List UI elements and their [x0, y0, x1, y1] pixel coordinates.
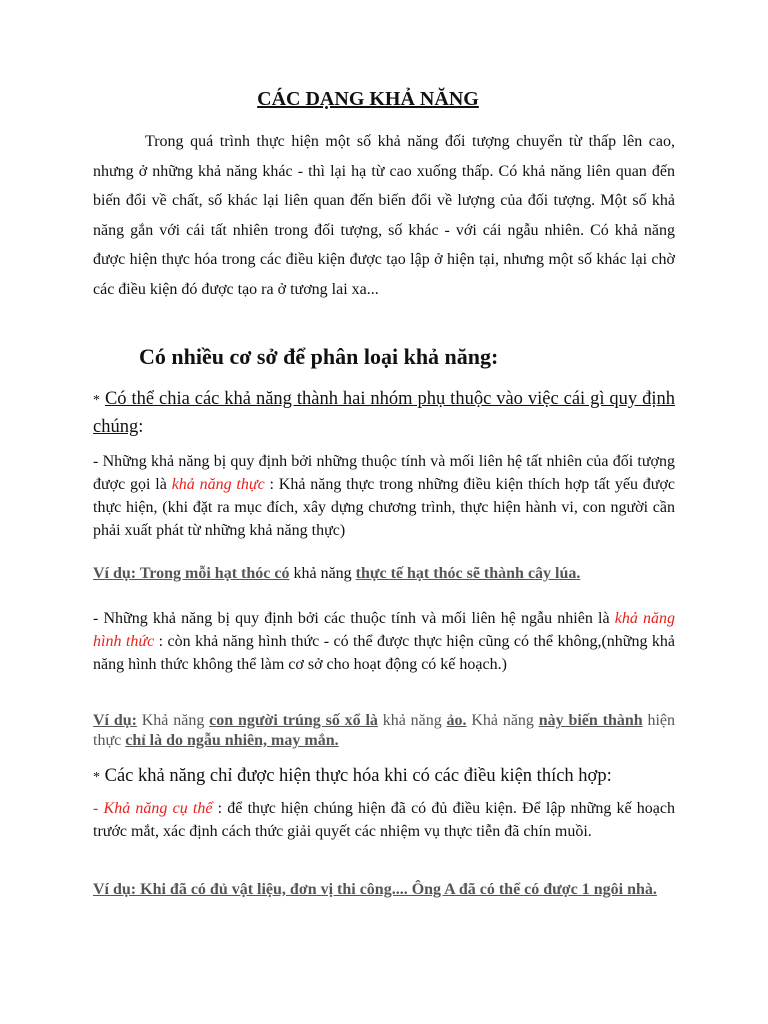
- intro-paragraph: Trong quá trình thực hiện một số khả năng đối tượng chuyển từ thấp lên cao, nhưng ở những khả năng khác - thì lại hạ từ cao xuống thấp. Có khả năng liên quan đến biến đổi về chất, số khác lại liên quan đến biến đổi về lượng của đối tượng. Một số khả năng gắn với cái tất nhiên trong đối tượng, số khác - với cái ngẫu nhiên. Có khả năng được hiện thực hóa trong các điều kiện được tạo lập ở hiện tại, nhưng một số khác lại chờ các điều kiện đó được tạo ra ở tương lai xa...: [93, 133, 675, 298]
- example-2-c: con người trúng số xổ là: [209, 712, 378, 729]
- group-1-colon: :: [138, 417, 144, 437]
- example-3-text: Ví dụ: Khi đã có đủ vật liệu, đơn vị thi công.... Ông A đã có thể có được 1 ngôi nhà.: [93, 881, 657, 898]
- group-1-text: Có thể chia các khả năng thành hai nhóm phụ thuộc vào việc cái gì quy định chúng: [93, 389, 675, 437]
- term-formal-possibility: khả năng hình thức: [93, 610, 676, 650]
- term-real-possibility: khả năng thực: [171, 476, 265, 493]
- group-1-heading: [93, 386, 675, 441]
- para-2-before: - Những khả năng bị quy định bởi các thuộc tính và mối liên hệ ngẫu nhiên là: [93, 610, 610, 627]
- example-1: [93, 564, 675, 584]
- document-title: CÁC DẠNG KHẢ NĂNG: [257, 88, 479, 110]
- example-3: [93, 880, 675, 900]
- group-2-heading: [93, 763, 675, 791]
- section-heading: Có nhiều cơ sở để phân loại khả năng:: [139, 344, 499, 369]
- example-1-a: Ví dụ: Trong mỗi hạt thóc có: [93, 565, 290, 582]
- para-3-dash: -: [93, 800, 99, 817]
- example-1-b: khả năng: [293, 565, 352, 582]
- example-2-d: khả năng: [382, 712, 442, 729]
- para-1-before: - Những khả năng bị quy định bởi những thuộc tính và mối liên hệ tất nhiên của đối tượng được gọi là: [93, 453, 675, 493]
- paragraph-formal-possibility: [93, 607, 675, 676]
- paragraph-concrete-possibility: [93, 797, 675, 843]
- group-2-text: Các khả năng chỉ được hiện thực hóa khi có các điều kiện thích hợp:: [104, 766, 612, 786]
- example-2-a: Ví dụ:: [93, 712, 137, 729]
- example-2: [93, 711, 675, 751]
- bullet-star: *: [93, 393, 100, 408]
- para-3-after: : để thực hiện chúng hiện đã có đủ điều kiện. Để lập những kế hoạch trước mắt, xác định cách thức giải quyết các nhiệm vụ thực tiễn đã chín muồi.: [93, 800, 676, 840]
- example-2-f: Khả năng: [471, 712, 534, 729]
- bullet-star-2: *: [93, 770, 100, 785]
- paragraph-real-possibility: [93, 450, 675, 542]
- term-concrete-possibility: Khả năng cụ thể: [103, 800, 213, 817]
- example-2-b: Khả năng: [141, 712, 205, 729]
- example-2-i: chỉ là do ngẫu nhiên, may mắn.: [125, 732, 339, 749]
- example-2-e: ảo.: [446, 712, 467, 729]
- example-1-c: thực tế hạt thóc sẽ thành cây lúa.: [355, 565, 581, 582]
- example-2-g: này biến thành: [538, 712, 643, 729]
- para-2-after: : còn khả năng hình thức - có thể được thực hiện cũng có thể không,(những khả năng hình thức không thể làm cơ sở cho hoạt động có kế hoạch.): [93, 633, 676, 673]
- para-1-after: : Khả năng thực trong những điều kiện thích hợp tất yếu được thực hiện, (khi đặt ra mục đích, xây dựng chương trình, thực hiện hành vi, con người cần phải xuất phát từ những khả năng thực): [93, 476, 676, 539]
- example-2-h: hiện thực: [93, 712, 675, 749]
